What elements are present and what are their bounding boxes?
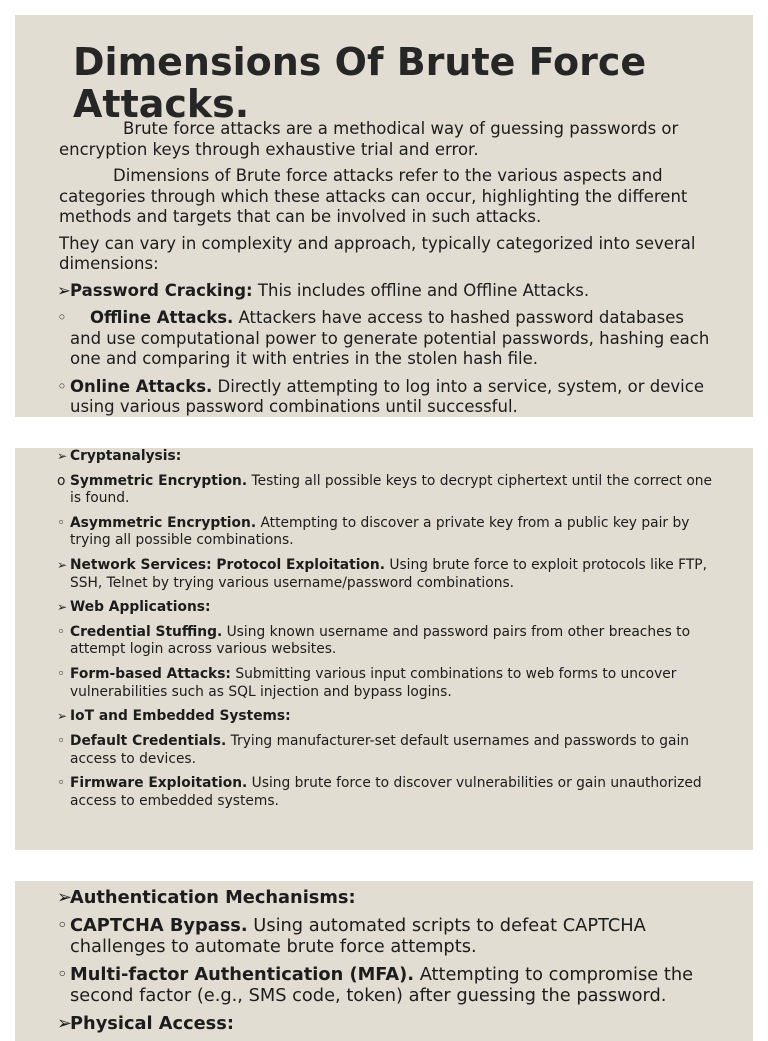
arrow-bullet-icon: ➢ xyxy=(57,600,68,615)
item-text: Using brute force to exploit protocols like FTP, SSH, Telnet by trying various username/password combinations. xyxy=(70,557,707,591)
arrow-bullet-icon: ➢ xyxy=(57,1012,72,1034)
item-text: Attackers have access to hashed password databases and use computational power to generate potential passwords, hashing each one and comparing it with entries in the stolen hash file. xyxy=(70,308,710,368)
list-item xyxy=(59,915,719,958)
page-title xyxy=(73,41,646,125)
item-text: Testing all possible keys to decrypt ciphertext until the correct one is found. xyxy=(70,472,713,507)
item-heading: Credential Stuffing. xyxy=(70,623,223,640)
item-text: This includes offline and Offline Attacks. xyxy=(252,280,590,300)
item-heading: Authentication Mechanisms: xyxy=(70,887,356,908)
circle-bullet-icon: ◦ xyxy=(57,376,67,396)
item-heading: Multi-factor Authentication (MFA). xyxy=(70,963,415,985)
slide-2-body xyxy=(59,448,719,817)
list-item xyxy=(59,708,719,726)
item-text: Submitting various input combinations to web forms to uncover vulnerabilities such as SQL injection and bypass logins. xyxy=(70,666,677,700)
item-heading: Physical Access: xyxy=(70,1012,234,1034)
list-item xyxy=(59,599,719,617)
item-heading: Cryptanalysis: xyxy=(70,448,182,464)
circle-bullet-icon: ◦ xyxy=(57,666,66,683)
list-item xyxy=(59,308,719,370)
list-item xyxy=(59,887,719,909)
item-heading: Web Applications: xyxy=(70,599,211,616)
list-item xyxy=(59,666,719,701)
circle-bullet-icon: ◦ xyxy=(57,514,66,531)
item-heading: Default Credentials. xyxy=(70,733,227,749)
item-text: Trying manufacturer-set default usernames and passwords to gain access to devices. xyxy=(70,733,690,767)
item-text: Directly attempting to log into a service, system, or device using various password combinations until successful. xyxy=(70,376,704,416)
item-text: Using brute force to discover vulnerabilities or gain unauthorized access to embedded systems. xyxy=(70,775,702,809)
list-item xyxy=(59,964,719,1007)
item-heading: Offline Attacks. xyxy=(90,308,234,327)
arrow-bullet-icon: ➢ xyxy=(57,558,68,573)
slide-3 xyxy=(15,881,753,1041)
slide-3-body xyxy=(59,887,719,1040)
intro-paragraph: Brute force attacks are a methodical way of guessing passwords or encryption keys through exhaustive trial and error. xyxy=(59,119,679,159)
list-item xyxy=(59,624,719,659)
circle-bullet-icon: ◦ xyxy=(57,963,68,985)
slide-1 xyxy=(15,15,753,417)
slide-2 xyxy=(15,448,753,850)
list-item xyxy=(59,1013,719,1035)
circle-bullet-icon: ◦ xyxy=(57,914,68,936)
item-text: Using known username and password pairs from other breaches to attempt login across various websites. xyxy=(70,623,691,658)
list-item xyxy=(59,448,719,466)
item-heading: Password Cracking: xyxy=(70,280,253,300)
circle-bullet-icon: o xyxy=(57,472,66,489)
arrow-bullet-icon: ➢ xyxy=(57,709,68,724)
item-heading: Online Attacks. xyxy=(70,376,213,396)
arrow-bullet-icon: ➢ xyxy=(57,449,68,463)
list-item xyxy=(59,733,719,768)
item-heading: Symmetric Encryption. xyxy=(70,472,248,489)
item-heading: Asymmetric Encryption. xyxy=(70,514,257,531)
list-item xyxy=(59,557,719,592)
item-heading: Form-based Attacks: xyxy=(70,666,231,683)
item-heading: CAPTCHA Bypass. xyxy=(70,914,248,936)
arrow-bullet-icon: ➢ xyxy=(57,280,71,300)
circle-bullet-icon: ◦ xyxy=(57,733,66,749)
item-heading: Network Services: Protocol Exploitation. xyxy=(70,557,385,574)
arrow-bullet-icon: ➢ xyxy=(57,887,72,908)
item-text: Attempting to discover a private key from a public key pair by trying all possible combinations. xyxy=(70,514,690,549)
item-heading: IoT and Embedded Systems: xyxy=(70,708,291,725)
circle-bullet-icon: ◦ xyxy=(57,623,66,640)
slide-1-body xyxy=(59,119,719,417)
item-heading: Firmware Exploitation. xyxy=(70,775,248,792)
complexity-paragraph: They can vary in complexity and approach, typically categorized into several dimensions: xyxy=(59,233,696,273)
list-item xyxy=(59,377,719,418)
circle-bullet-icon: ◦ xyxy=(57,308,67,327)
circle-bullet-icon: ◦ xyxy=(57,775,66,792)
list-item xyxy=(59,775,719,810)
dimensions-paragraph: Dimensions of Brute force attacks refer to the various aspects and categories through which these attacks can occur, highlighting the different methods and targets that can be involved in such attacks. xyxy=(59,166,688,226)
item-text: Using automated scripts to defeat CAPTCHA challenges to automate brute force attempts. xyxy=(70,914,646,957)
title-line-2: Attacks. xyxy=(73,82,250,126)
item-text: Attempting to compromise the second factor (e.g., SMS code, token) after guessing the password. xyxy=(70,963,694,1006)
title-line-1: Dimensions Of Brute Force xyxy=(73,40,647,84)
list-item xyxy=(59,473,719,508)
list-item xyxy=(59,281,719,302)
list-item xyxy=(59,515,719,550)
